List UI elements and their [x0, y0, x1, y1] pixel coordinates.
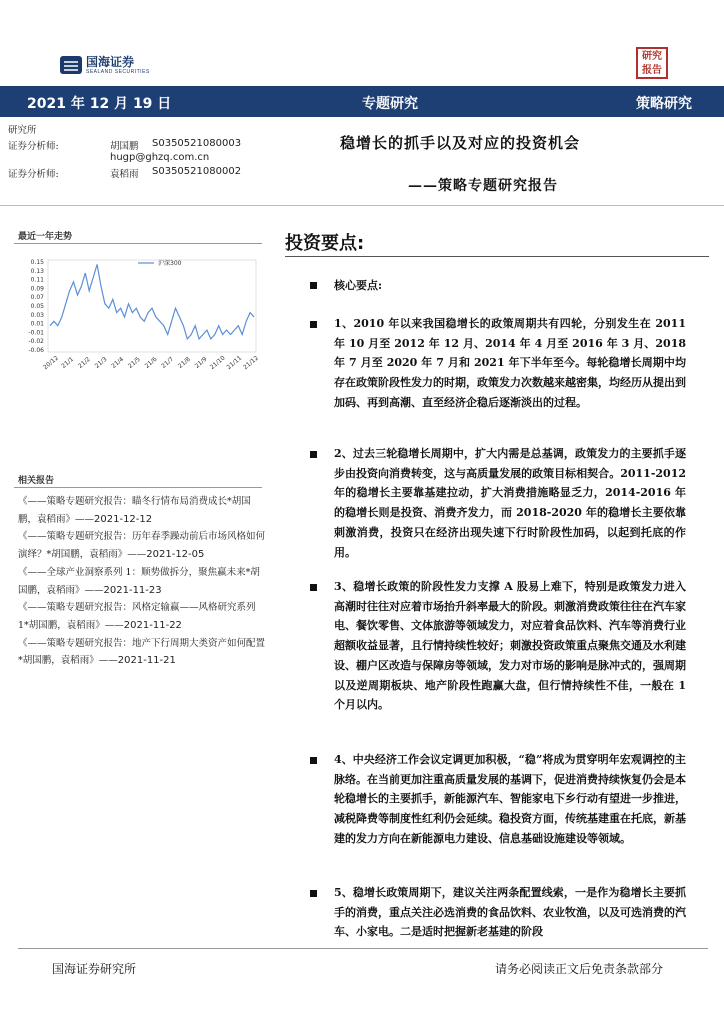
x-tick-label: 21/12 [242, 354, 260, 372]
y-tick-label: 0.05 [30, 303, 44, 310]
bullet-icon [310, 451, 317, 458]
analyst-cert-1: S0350521080003 [152, 138, 242, 149]
trend-chart [14, 248, 262, 383]
chart-section-divider [14, 243, 262, 244]
y-tick-label: -0.01 [28, 329, 44, 337]
core-points-label: 核心要点: [334, 279, 383, 292]
company-logo [60, 54, 150, 76]
chart-plot-area [48, 260, 256, 352]
key-point-2: 2、过去三轮稳增长周期中，扩大内需是总基调，政策发力的主要抓手逐步由投资向消费转变，这与高质量发展的政策目标相契合。2011-2012 年的稳增长主要靠基建拉动，扩大消费措施略显乏力，2014-2016 年的稳增长则是投资、消费齐发力，而 2018-2020 年的稳增长主要依靠刺激消费，投资只在经济出现失速下行时阶段性加码，以起到托底的作用。 [334, 447, 686, 559]
x-tick-label: 20/12 [42, 354, 60, 372]
y-tick-label: 0.09 [30, 285, 44, 293]
related-report-item[interactable]: 《——策略专题研究报告：地产下行周期大类资产如何配置*胡国鹏，袁稻雨》——2021-11-21 [18, 637, 266, 667]
related-report-item[interactable]: 《——策略专题研究报告：历年春季躁动前后市场风格如何演绎？*胡国鹏，袁稻雨》——2021-12-05 [18, 531, 266, 561]
x-tick-label: 21/4 [110, 355, 126, 370]
logo-en-text: SEALAND SECURITIES [86, 68, 150, 75]
key-points-heading: 投资要点: [285, 233, 365, 254]
key-point-4: 4、中央经济工作会议定调更加积极，“稳”将成为贯穿明年宏观调控的主脉络。在当前更加注重高质量发展的基调下，促进消费持续恢复仍会是本轮稳增长的主要抓手，新能源汽车、智能家电下乡行动有望进一步推进，减税降费等制度性红利仍会延续。稳投资方面，传统基建重在托底，新基建的发力方向在新能源电力建设、信息基础设施建设等领域。 [334, 753, 686, 845]
report-category: 策略研究 [636, 96, 692, 112]
logo-cn-text: 国海证券 [86, 54, 135, 69]
report-type: 专题研究 [362, 96, 418, 112]
x-tick-label: 21/9 [193, 355, 209, 370]
report-date: 2021 年 12 月 19 日 [27, 96, 172, 112]
related-report-item[interactable]: 《——策略专题研究报告：瞄冬行情布局消费成长*胡国鹏，袁稻雨》——2021-12-12 [18, 496, 251, 525]
x-tick-label: 21/7 [160, 355, 176, 370]
analyst-name-1: 胡国鹏 [110, 141, 139, 152]
y-tick-label: 0.03 [30, 311, 44, 319]
x-tick-label: 21/5 [126, 355, 142, 370]
header-banner [0, 86, 724, 117]
y-tick-label: -0.06 [28, 347, 44, 354]
footer-disclaimer: 请务必阅读正文后免责条款部分 [495, 962, 664, 976]
footer-institute: 国海证券研究所 [52, 962, 137, 976]
bullet-icon [310, 757, 317, 764]
bullet-icon [310, 321, 317, 328]
stamp-text: 研究 [642, 51, 662, 62]
bullet-icon [310, 890, 317, 897]
y-tick-label: 0.13 [30, 267, 44, 275]
x-tick-label: 21/3 [93, 355, 109, 370]
key-points-divider [285, 256, 709, 257]
x-tick-label: 21/1 [60, 355, 76, 370]
analyst-role-1: 证券分析师: [8, 141, 59, 152]
y-tick-label: 0.15 [30, 259, 44, 266]
x-tick-label: 21/6 [143, 355, 159, 370]
logo-mark-icon [60, 54, 82, 76]
key-point-1: 1、2010 年以来我国稳增长的政策周期共有四轮，分别发生在 2011 年 10 月至 2012 年 12 月、2014 年 4 月至 2016 年 3 月、2018 年 7 月至 2020 年 7 月和 2021 年下半年至今。每轮稳增长周期中均存在政策阶段性发力的时期，政策发力次数越来越密集，均经历从提出到加码、再到高潮、直至经济企稳后逐渐淡出的过程。 [334, 317, 686, 409]
key-point-5: 5、稳增长政策周期下，建议关注两条配置线索，一是作为稳增长主要抓手的消费，重点关注必选消费的食品饮料、农业牧渔，以及可选消费的汽车、小家电。二是适时把握新老基建的阶段 [334, 886, 686, 939]
y-tick-label: 0.01 [30, 320, 44, 328]
title-divider [0, 205, 724, 206]
y-tick-label: 0.11 [30, 276, 44, 284]
x-tick-label: 21/8 [176, 355, 192, 370]
legend-label: 沪深300 [158, 260, 182, 267]
analyst-role-2: 证券分析师: [8, 169, 59, 180]
key-point-3: 3、稳增长政策的阶段性发力支撑 A 股易上难下，特别是政策发力进入高潮时往往对应着市场抬升斜率最大的阶段。刺激消费政策往往在汽车家电、餐饮零售、文体旅游等领域发力，对应着食品饮料、汽车等消费行业超额收益显著，且行情持续性较好；刺激投资政策重点聚焦交通及水利建设、棚户区改造与保障房等领域，发力对市场的影响是脉冲式的，强周期以及逆周期板块、地产阶段性跑赢大盘，但行情持续性不佳，一般在 1 个月以内。 [334, 580, 686, 712]
x-tick-label: 21/10 [208, 354, 227, 372]
series-line-hs300 [50, 264, 254, 339]
bullet-icon [310, 282, 317, 289]
related-reports-label: 相关报告 [18, 476, 55, 486]
analyst-email[interactable]: hugp@ghzq.com.cn [110, 152, 210, 163]
x-tick-label: 21/11 [225, 354, 244, 372]
report-subtitle: ——策略专题研究报告 [408, 178, 558, 194]
y-tick-label: 0.07 [30, 294, 44, 302]
related-reports-divider [14, 487, 262, 488]
related-report-item[interactable]: 《——全球产业洞察系列 1：顺势做拆分，聚焦赢未来*胡国鹏，袁稻雨》——2021-11-23 [18, 566, 260, 596]
institute-label: 研究所 [8, 125, 37, 136]
chart-section-label: 最近一年走势 [18, 232, 73, 242]
report-title: 稳增长的抓手以及对应的投资机会 [340, 134, 581, 152]
analyst-cert-2: S0350521080002 [152, 166, 242, 177]
analyst-name-2: 袁稻雨 [110, 169, 139, 180]
stamp-text: 报告 [642, 65, 662, 76]
related-report-item[interactable]: 《——策略专题研究报告：风格定输赢——风格研究系列 1*胡国鹏，袁稻雨》——2021-11-22 [18, 602, 256, 631]
related-reports-list [18, 493, 268, 670]
y-tick-label: -0.02 [28, 338, 44, 346]
x-tick-label: 21/2 [76, 355, 92, 370]
report-stamp [636, 47, 668, 79]
bullet-icon [310, 584, 317, 591]
footer-divider [18, 948, 708, 949]
